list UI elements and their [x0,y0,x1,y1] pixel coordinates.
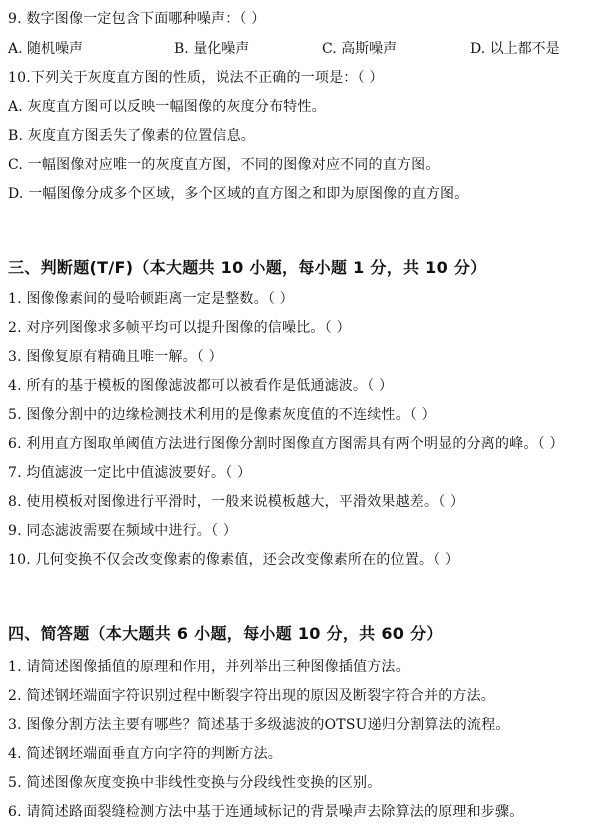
tf-item-4: 4. 所有的基于模板的图像滤波都可以被看作是低通滤波。（ ） [8,378,394,394]
question-10-option-a: A. 灰度直方图可以反映一幅图像的灰度分布特性。 [8,99,326,115]
tf-item-3: 3. 图像复原有精确且唯一解。（ ） [8,349,223,365]
option-a: A. 随机噪声 [8,41,84,57]
short-answer-item-3: 3. 图像分割方法主要有哪些？简述基于多级滤波的OTSU递归分割算法的流程。 [8,717,510,733]
tf-item-1: 1. 图像像素间的曼哈顿距离一定是整数。（ ） [8,291,294,307]
question-10-stem: 10.下列关于灰度直方图的性质，说法不正确的一项是：（ ） [8,70,384,86]
tf-item-2: 2. 对序列图像求多帧平均可以提升图像的信噪比。（ ） [8,320,351,336]
short-answer-item-2: 2. 简述钢坯端面字符识别过程中断裂字符出现的原因及断裂字符合并的方法。 [8,688,496,704]
tf-item-9: 9. 同态滤波需要在频域中进行。（ ） [8,523,238,539]
question-10-option-c: C. 一幅图像对应唯一的灰度直方图，不同的图像对应不同的直方图。 [8,157,440,173]
question-9-options [8,39,588,59]
question-10-option-b: B. 灰度直方图丢失了像素的位置信息。 [8,128,255,144]
tf-item-5: 5. 图像分割中的边缘检测技术利用的是像素灰度值的不连续性。（ ） [8,407,436,423]
question-10-option-d: D. 一幅图像分成多个区域，多个区域的直方图之和即为原图像的直方图。 [8,186,469,202]
short-answer-item-1: 1. 请简述图像插值的原理和作用，并列举出三种图像插值方法。 [8,659,410,675]
question-9-stem: 9. 数字图像一定包含下面哪种噪声：（ ） [8,11,266,27]
tf-item-7: 7. 均值滤波一定比中值滤波要好。（ ） [8,465,252,481]
tf-item-8: 8. 使用模板对图像进行平滑时，一般来说模板越大，平滑效果越差。（ ） [8,494,465,510]
tf-section-heading: 三、判断题(T/F)（本大题共 10 小题，每小题 1 分，共 10 分） [8,258,487,277]
short-answer-item-5: 5. 简述图像灰度变换中非线性变换与分段线性变换的区别。 [8,775,382,791]
option-d: D. 以上都不是 [470,41,560,57]
tf-item-10: 10. 几何变换不仅会改变像素的像素值，还会改变像素所在的位置。（ ） [8,552,460,568]
short-answer-item-6: 6. 请简述路面裂缝检测方法中基于连通域标记的背景噪声去除算法的原理和步骤。 [8,804,524,820]
option-b: B. 量化噪声 [174,41,250,57]
option-c: C. 高斯噪声 [322,41,398,57]
short-answer-section-heading: 四、简答题（本大题共 6 小题，每小题 10 分，共 60 分） [8,624,443,643]
tf-item-6: 6. 利用直方图取单阈值方法进行图像分割时图像直方图需具有两个明显的分离的峰。（ ） [8,436,564,452]
short-answer-item-4: 4. 简述钢坯端面垂直方向字符的判断方法。 [8,746,283,762]
